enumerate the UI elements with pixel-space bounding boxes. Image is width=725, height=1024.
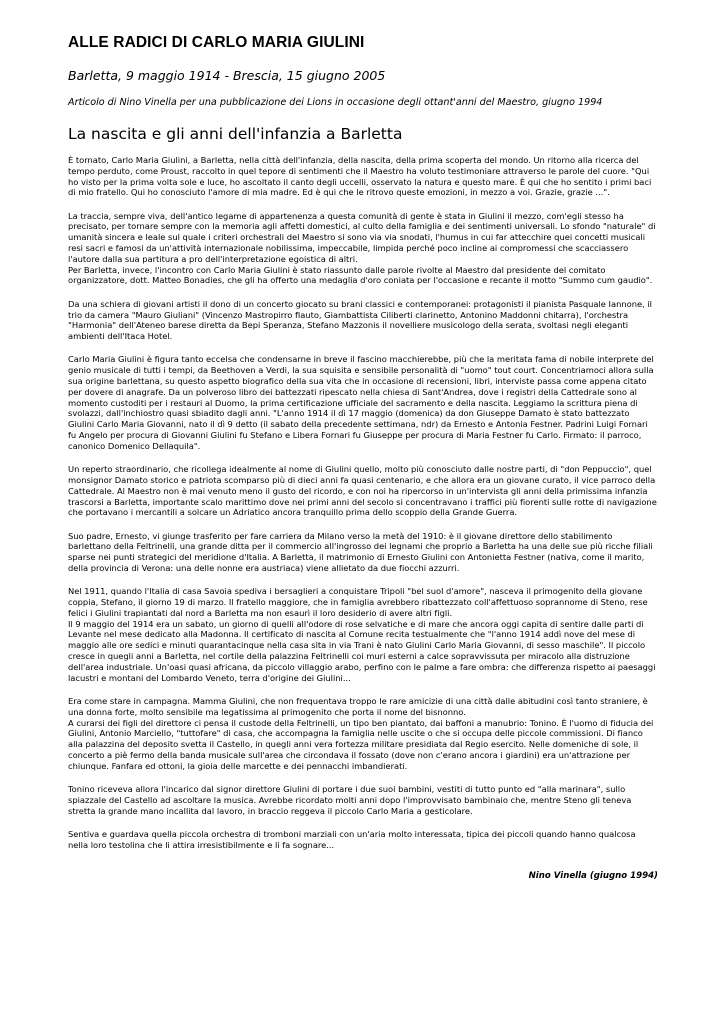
author-signature: Nino Vinella (giugno 1994)	[528, 870, 658, 881]
life-dates: Barletta, 9 maggio 1914 - Brescia, 15 giugno 2005	[68, 68, 386, 83]
paragraph-2: La traccia, sempre viva, dell'antico legame di appartenenza a questa comunità di gente è stata in Giulini il mezzo, com'egli stesso ha precisato, per tornare sempre con la memoria agli affetti domestici, al culto della famiglia e dei sentimenti universali. Lo sfondo "naturale" di umanità sincera e leale sul quale i criteri orchestrali del Maestro si sono via via snodati, l'humus in cui far attecchire quei concetti musicali resi sacri e famosi da un'attività internazionale nobilissima, impeccabile, limpida perché poco incline ai compromessi che scacciassero l'autore dalla sua partitura a pro dell'interpretazione egoistica di altri. Per Barletta, invece, l'incontro con Carlo Maria Giulini è stato riassunto dalle parole rivolte al Maestro dal presidente del comitato organizzatore, dott. Matteo Bonadies, che gli ha offerto una medaglia d'oro coniata per l'occasione e recante il motto "Summo cum gaudio".	[68, 210, 656, 286]
document-title: ALLE RADICI DI CARLO MARIA GIULINI	[68, 34, 365, 51]
paragraph-9: Tonino riceveva allora l'incarico dal signor direttore Giulini di portare i due suoi bambini, vestiti di tutto punto ed "alla marinara", sullo spiazzale del Castello ad ascoltare la musica. Avrebbe ricordato molti anni dopo l'improvvisato bambinaio che, mentre Steno gli teneva stretta la grande mano incallita dal lavoro, in braccio reggeva il piccolo Carlo Maria a gesticolare.	[68, 784, 632, 816]
paragraph-3: Da una schiera di giovani artisti il dono di un concerto giocato su brani classici e contemporanei: protagonisti il pianista Pasquale Iannone, il trio da camera "Mauro Giuliani" (Vincenzo Mastropirro flauto, Giambattista Ciliberti clarinetto, Antonino Maddonni chitarra), l'orchestra "Harmonia" dell'Ateneo barese diretta da Bepi Speranza, Stefano Mazzonis il novelliere musicologo della serata, svoltasi negli eleganti ambienti dell'Itaca Hotel.	[68, 298, 652, 342]
article-page	[68, 34, 658, 881]
paragraph-4: Carlo Maria Giulini è figura tanto eccelsa che condensarne in breve il fascino macchierebbe, più che la meritata fama di nobile interprete del genio musicale di tutti i tempi, da Beethoven a Verdi, la sua squisita e sensibile personalità di "uomo" tout court. Concentriamoci allora sulla sua origine barlettana, su questo aspetto biografico della sua vita che in occasione di recensioni, libri, interviste passa come appena citato per dovere di anagrafe. Da un polveroso libro dei battezzati ripescato nella chiesa di Sant'Andrea, dove i registri della Cattedrale sono al momento custoditi per i restauri al Duomo, la prima certificazione ufficiale del sacramento e della nascita. Leggiamo la scrittura piena di svolazzi, dall'inchiostro quasi sbiadito dagli anni. "L'anno 1914 il dì 17 maggio (domenica) da don Giuseppe Damato è stato battezzato Giulini Carlo Maria Giovanni, nato il dì 9 detto (il sabato della precedente settimana, ndr) da Ernesto e Antonia Festner. Padrini Luigi Fornari fu Angelo per procura di Giovanni Giulini fu Stefano e Libera Fornari fu Giuseppe per procura di Maria Festner fu Carlo. Firmato: il parroco, canonico Domenico Dellaquila".	[68, 354, 654, 451]
section-heading: La nascita e gli anni dell'infanzia a Barletta	[68, 125, 403, 143]
paragraph-5: Un reperto straordinario, che ricollega idealmente al nome di Giulini quello, molto più conosciuto dalle nostre parti, di "don Peppuccio", quel monsignor Damato storico e patriota scomparso più di dieci anni fa quasi centenario, e che allora era un giovane curato, il vice parroco della Cattedrale. Al Maestro non è mai venuto meno il gusto del ricordo, e con noi ha ripercorso in un'intervista gli anni della primissima infanzia trascorsi a Barletta, importante scalo marittimo dove nei primi anni del secolo si concentravano i traffici più fiorenti sulle rotte di navigazione che portavano i mercantili a solcare un Adriatico ancora tranquillo prima dello scoppio della Grande Guerra.	[68, 464, 657, 518]
paragraph-10: Sentiva e guardava quella piccola orchestra di tromboni marziali con un'aria molto interessata, tipica dei piccoli quando hanno qualcosa nella loro testolina che li attira irresistibilmente e li fa sognare...	[68, 828, 636, 850]
paragraph-6: Suo padre, Ernesto, vi giunge trasferito per fare carriera da Milano verso la metà del 1910: è il giovane direttore dello stabilimento barlettano della Feltrinelli, una grande ditta per il commercio all'ingrosso dei legnami che proprio a Barletta ha una delle sue più ricche filiali sparse nei punti strategici del meridione d'Italia. A Barletta, il matrimonio di Ernesto Giulini con Antonietta Festner (nativa, come il marito, della provincia di Verona: una delle nonne era austriaca) viene allietato da due fiocchi azzurri.	[68, 530, 653, 573]
article-byline: Articolo di Nino Vinella per una pubblicazione dei Lions in occasione degli ottant'anni del Maestro, giugno 1994	[68, 97, 603, 108]
paragraph-8: Era come stare in campagna. Mamma Giulini, che non frequentava troppo le rare amicizie di una città dalle abitudini così tanto straniere, è una donna forte, molto sensibile ma legatissima al primogenito che porta il nome del bisnonno. A curarsi dei figli del direttore ci pensa il custode della Feltrinelli, un tipo ben piantato, dai baffoni a manubrio: Tonino. È l'uomo di fiducia dei Giulini, Antonio Marciello, "tuttofare" di casa, che accompagna la famiglia nelle uscite o che si occupa delle piccole commissioni. Di fianco alla palazzina del deposito svetta il Castello, in quegli anni vera fortezza militare presidiata dal Regio esercito. Nelle domeniche di sole, il concerto a piè fermo della banda musicale sull'area che circondava il fossato (dove non c'erano ancora i giardini) era un'attrazione per chiunque. Fanfara ed ottoni, la gioia delle marcette e dei pennacchi imbandierati.	[68, 695, 654, 771]
paragraph-7: Nel 1911, quando l'Italia di casa Savoia spediva i bersaglieri a conquistare Tripoli "bel suol d'amore", nasceva il primogenito della giovane coppia, Stefano, il giorno 19 di marzo. Il fratello maggiore, che in famiglia avrebbero ribattezzato coll'affettuoso soprannome di Steno, rese felici i Giulini trapiantati dal nord a Barletta ma non esaurì il loro desiderio di avere altri figli. Il 9 maggio del 1914 era un sabato, un giorno di quelli all'odore di rose selvatiche e di mare che ancora oggi capita di sentire dalle parti di Levante nel mese dedicato alla Madonna. Il certificato di nascita al Comune recita testualmente che "l'anno 1914 addì nove del mese di maggio alle ore sedici e minuti quarantacinque nella casa sita in via Trani è nato Giulini Carlo Maria Giovanni, di sesso maschile". Il piccolo cresce in quegli anni a Barletta, nel cortile della palazzina Feltrinelli coi muri esterni a calce sopravvissuta per miracolo alla distruzione dell'area industriale. Un'oasi quasi africana, da piccolo villaggio arabo, perfino con le palme a fare ombra: che differenza rispetto ai paesaggi lacustri e montani del Lombardo Veneto, terra d'origine dei Giulini...	[68, 586, 656, 683]
paragraph-1: È tornato, Carlo Maria Giulini, a Barletta, nella città dell'infanzia, della nascita, della prima scoperta del mondo. Un ritorno alla ricerca del tempo perduto, come Proust, raccolto in quel tepore di sentimenti che il Maestro ha voluto testimoniare attraverso le parole del cuore. "Qui ho visto per la prima volta sole e luce, ho ascoltato il canto degli uccelli, osservato la natura e questo mare. È qui che ho sentito i primi baci di mio fratello. Qui ho conosciuto l'amore di mia madre. Ed è qui che le ritrovo queste emozioni, in mezzo a voi. Grazie, grazie ...".	[68, 155, 652, 198]
